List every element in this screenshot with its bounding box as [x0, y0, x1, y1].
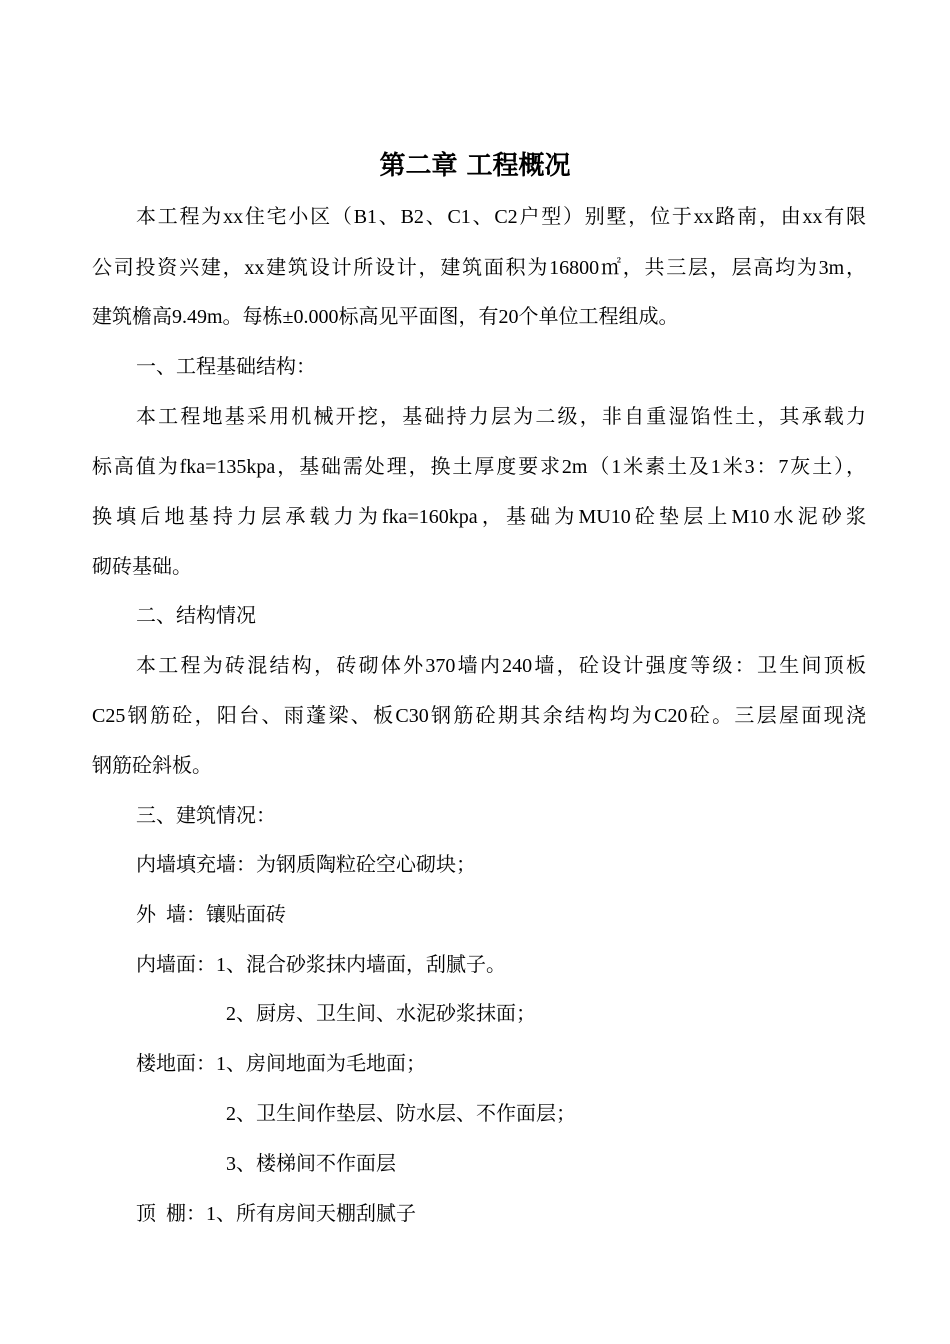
paragraph1-line2: 公司投资兴建，xx建筑设计所设计，建筑面积为16800㎡，共三层，层高均为3m， [92, 257, 866, 279]
section2-line3: 钢筋砼斜板。 [92, 755, 212, 777]
section2-line1: 本工程为砖混结构，砖砌体外370墙内240墙，砼设计强度等级：卫生间顶板 [136, 655, 866, 677]
section1-line2: 标高值为fka=135kpa，基础需处理，换土厚度要求2m（1米素土及1米3：7灰土）， [92, 456, 866, 478]
ceiling-1: 顶 棚：1、所有房间天棚刮腻子 [136, 1203, 416, 1225]
floor-1: 楼地面：1、房间地面为毛地面； [136, 1053, 426, 1075]
inner-wall-fill: 内墙填充墙：为钢质陶粒砼空心砌块； [136, 854, 476, 876]
inner-wall-surface-2: 2、厨房、卫生间、水泥砂浆抹面； [226, 1003, 536, 1025]
inner-wall-surface-1: 内墙面：1、混合砂浆抹内墙面，刮腻子。 [136, 954, 506, 976]
section2-line2: C25钢筋砼，阳台、雨蓬梁、板C30钢筋砼期其余结构均为C20砼。三层屋面现浇 [92, 705, 866, 727]
floor-2: 2、卫生间作垫层、防水层、不作面层； [226, 1103, 576, 1125]
chapter-title: 第二章 工程概况 [379, 151, 571, 181]
paragraph1-line3: 建筑檐高9.49m。每栋±0.000标高见平面图，有20个单位工程组成。 [92, 306, 679, 328]
section1-line3: 换填后地基持力层承载力为fka=160kpa，基础为MU10砼垫层上M10水泥砂浆 [92, 506, 866, 528]
section2-heading: 二、结构情况 [136, 605, 256, 627]
paragraph1-line1: 本工程为xx住宅小区（B1、B2、C1、C2户型）别墅，位于xx路南，由xx有限 [136, 206, 866, 228]
outer-wall: 外 墙：镶贴面砖 [136, 904, 286, 926]
section1-heading: 一、工程基础结构： [136, 356, 316, 378]
section1-line4: 砌砖基础。 [92, 556, 192, 578]
section1-line1: 本工程地基采用机械开挖，基础持力层为二级，非自重湿馅性土，其承载力 [136, 406, 866, 428]
floor-3: 3、楼梯间不作面层 [226, 1153, 396, 1175]
section3-heading: 三、建筑情况： [136, 805, 276, 827]
